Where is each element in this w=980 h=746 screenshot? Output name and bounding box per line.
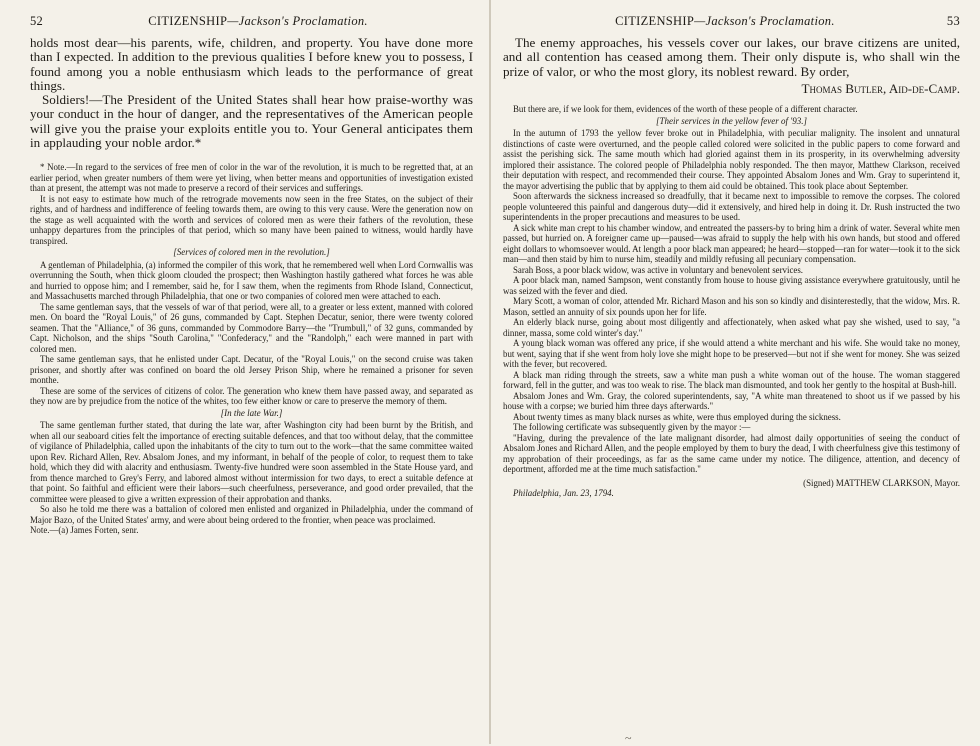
late-war-paragraph: So also he told me there was a battalion of colored men enlisted and organized in Philadelphia, under the command of Major Bazo, of the United States' army, and were about being ordered to the frontier, when peace was proclaimed. [30,504,473,525]
bottom-mark: ~ [625,731,632,745]
left-proclamation-paragraph: holds most dear—his parents, wife, children, and property. You have done more than I expected. In addition to the previous qualities I before knew you to possess, I found among you a noble enthusiasm which leads to the performance of great things. [30,35,473,93]
fever-paragraph: A young black woman was offered any price, if she would attend a white merchant and his wife. She would take no money, but went, saying that if she went from holy love she might hope to be preserved—but not if she went for money. She was seized with the fever, but recovered. [503,338,960,370]
right-page [503,14,960,742]
right-page-number: 53 [946,14,960,28]
fever-paragraph: The following certificate was subsequently given by the mayor :— [513,422,751,433]
intro-paragraph: But there are, if we look for them, evidences of the worth of these people of a different character. [513,104,858,115]
left-running-title-main: CITIZENSHIP [148,14,228,28]
note-paragraph: * Note.—In regard to the services of free men of color in the war of the revolution, it is much to be regretted that, at an earlier period, when greater numbers of them were yet living, when better means and opportunities of investigation existed than at present, the attempt was not made to preserve a record of their services and sufferings. [30,162,473,194]
fever-paragraph: "Having, during the prevalence of the late malignant disorder, had almost daily opportunities of seeing the conduct of Absalom Jones and Richard Allen, and the people employed by them to bury the dead, I with cheerfulness give this testimony of my approbation of their proceedings, as far as the same came under my notice. The diligence, attention, and decency of deportment, afforded me at the time much satisfaction." [503,432,960,475]
fever-paragraph: In the autumn of 1793 the yellow fever broke out in Philadelphia, with peculiar malignity. The insolent and unnatural distinctions of caste were overturned, and the people called colored were solicited in the public papers to come forward and assist the perishing sick. The same mouth which had gloried against them in its prosperity, in its overwhelming adversity implored their assistance. The colored people of Philadelphia nobly responded. The then mayor, Matthew Clarkson, received their deputation with respect, and recommended their course. They appointed Absalom Jones and Wm. Gray to superintend it, the mayor advertising the public that by applying to them aid could be obtained. This took place about September. [503,128,960,191]
fever-paragraph: About twenty times as many black nurses as white, were thus employed during the sickness. [513,411,841,422]
revolution-paragraph: The same gentleman says, that he enlisted under Capt. Decatur, of the "Royal Louis," on the second cruise was taken prisoner, and shortly after was confined on board the old Jersey Prison Ship, where he remained a prisoner for seven monthe. [30,354,473,386]
right-running-head [503,14,960,36]
book-gutter [489,0,491,744]
proclamation-signature: Thomas Butler, Aid-de-Camp. [801,80,960,96]
fever-paragraph: A black man riding through the streets, saw a white man push a white woman out of the house. The woman staggered forward, fell in the gutter, and was too weak to rise. The black man dismounted, and took her gently to the hospital at Bush-hill. [503,369,960,391]
left-proclamation-paragraph: Soldiers!—The President of the United States shall hear how praise-worthy was your conduct in the hour of danger, and the representatives of the American people will give you the praise your exploits entitle you to. Your General anticipates them in applauding your noble ardor.* [30,92,473,151]
right-running-title-main: CITIZENSHIP [615,14,695,28]
left-page-number: 52 [30,14,44,28]
fever-paragraph: A sick white man crept to his chamber window, and entreated the passers-by to bring him a drink of water. Several white men passed, but hurried on. A foreigner came up—paused—was afraid to supply the help with his own hands, but stood and offered eight dollars to whomsoever would. At length a poor black man appeared; he heard—stopped—ran for water—took it to the sick man—and then staid by him to nurse him, steadily and mildly refusing all pecuniary compensation. [503,222,960,265]
fever-paragraph: A poor black man, named Sampson, went constantly from house to house giving assistance everywhere gratuitously, until he was seized with the fever and died. [503,275,960,296]
footnote: Note.—(a) James Forten, senr. [30,525,139,536]
fever-paragraph: Sarah Boss, a poor black widow, was active in voluntary and benevolent services. [513,264,804,275]
right-body [503,104,960,499]
right-proclamation [503,36,960,96]
left-running-title [43,14,473,29]
section-heading-late-war: [In the late War.] [220,407,283,418]
left-note [30,162,473,536]
late-war-paragraph: The same gentleman further stated, that during the late war, after Washington city had been burnt by the British, and when all our seaboard cities felt the importance of erecting suitable defences, and that too without delay, that the committee of vigilance of Philadelphia, called upon the inhabitants of the city to turn out to the work—that the same committee waited upon Rev. Richard Allen, Rev. Absalom Jones, and my informant, in behalf of the people of color, to request them to take hold, which they did with alacrity and enthusiasm. Twenty-five hundred were soon assembled in the State House yard, and from thence marched to Grey's Ferry, and labored almost without intermission for two days, to erect a suitable defence at that point. So faithful and efficient were their labors—such cheerfulness, perseverance, and good order prevailed, that the committee were pleased to give a written expression of their approbation and thanks. [30,420,473,504]
left-running-head [30,14,473,36]
certificate-signature: (Signed) MATTHEW CLARKSON, Mayor. [803,477,960,488]
revolution-paragraph: The same gentleman says, that the vessels of war of that period, were all, to a greater or less extent, manned with colored men. On board the "Royal Louis," of 26 guns, commanded by Capt. Stephen Decatur, senior, there were twenty colored seamen. That the "Alliance," of 36 guns, commanded by Commodore Barry—the "Trumbull," of 32 guns, commanded by Capt. Nicholson, and the ships "South Carolina," "Confederacy," and the "Randolph," each were manned in part with colored men. [30,301,473,354]
certificate-date: Philadelphia, Jan. 23, 1794. [513,488,614,499]
fever-paragraph: Mary Scott, a woman of color, attended Mr. Richard Mason and his son so kindly and disinterestedly, that the widow, Mrs. R. Mason, settled an annuity of six pounds upon her for life. [503,296,960,317]
right-proclamation-paragraph: The enemy approaches, his vessels cover our lakes, our brave citizens are united, and all contention has ceased among them. Their only dispute is, who shall win the prize of valor, or who the most glory, its noblest reward. By order, [503,35,960,79]
right-running-title [503,14,947,29]
fever-paragraph: Soon afterwards the sickness increased so dreadfully, that it became next to impossible to remove the corpses. The colored people volunteered this painful and dangerous duty—did it extensively, and hired help in doing it. Dr. Rush instructed the two superintendents in the proper precautions and measures to be used. [503,191,960,223]
fever-paragraph: Absalom Jones and Wm. Gray, the colored superintendents, say, "A white man threatened to shoot us if we passed by his house with a corpse; we buried him three days afterwards." [503,390,960,412]
section-heading-revolution: [Services of colored men in the revolution.] [173,247,330,258]
section-heading-yellow-fever: [Their services in the yellow fever of '93.] [656,115,807,126]
left-proclamation [30,36,473,150]
fever-paragraph: An elderly black nurse, going about most diligently and affectionately, when asked what pay she wished, used to say, "a dinner, massa, some cold winter's day." [503,317,960,338]
revolution-paragraph: A gentleman of Philadelphia, (a) informed the compiler of this work, that he remembered well when Lord Cornwallis was overrunning the South, when thick gloom clouded the prospect; then Washington hastily gathered what forces he was able and hurried to oppose him; and I remember, said he, for I saw them, when the regiments from Rhode Island, Connecticut, and Massachusetts marched through Philadelphia, that one or two companies of colored men were attached to each. [30,259,473,302]
note-paragraph: It is not easy to estimate how much of the retrograde movements now seen in the free States, on the subject of their rights, and of hardness and indifference of feeling towards them, are owing to this very cause. Were the generation now on the stage as well acquainted with the worth and services of colored men as were their fathers of the revolution, these unhappy departures from the principles of that period, which so many have been pained to witness, would hardly have transpired. [30,193,473,246]
left-page [30,14,473,742]
revolution-paragraph: These are some of the services of citizens of color. The generation who knew them have passed away, and separated as they now are by prejudice from the notice of the whites, too few either know or care to preserve the memory of them. [30,385,473,407]
right-running-title-sub: —Jackson's Proclamation. [694,14,835,28]
left-running-title-sub: —Jackson's Proclamation. [227,14,368,28]
